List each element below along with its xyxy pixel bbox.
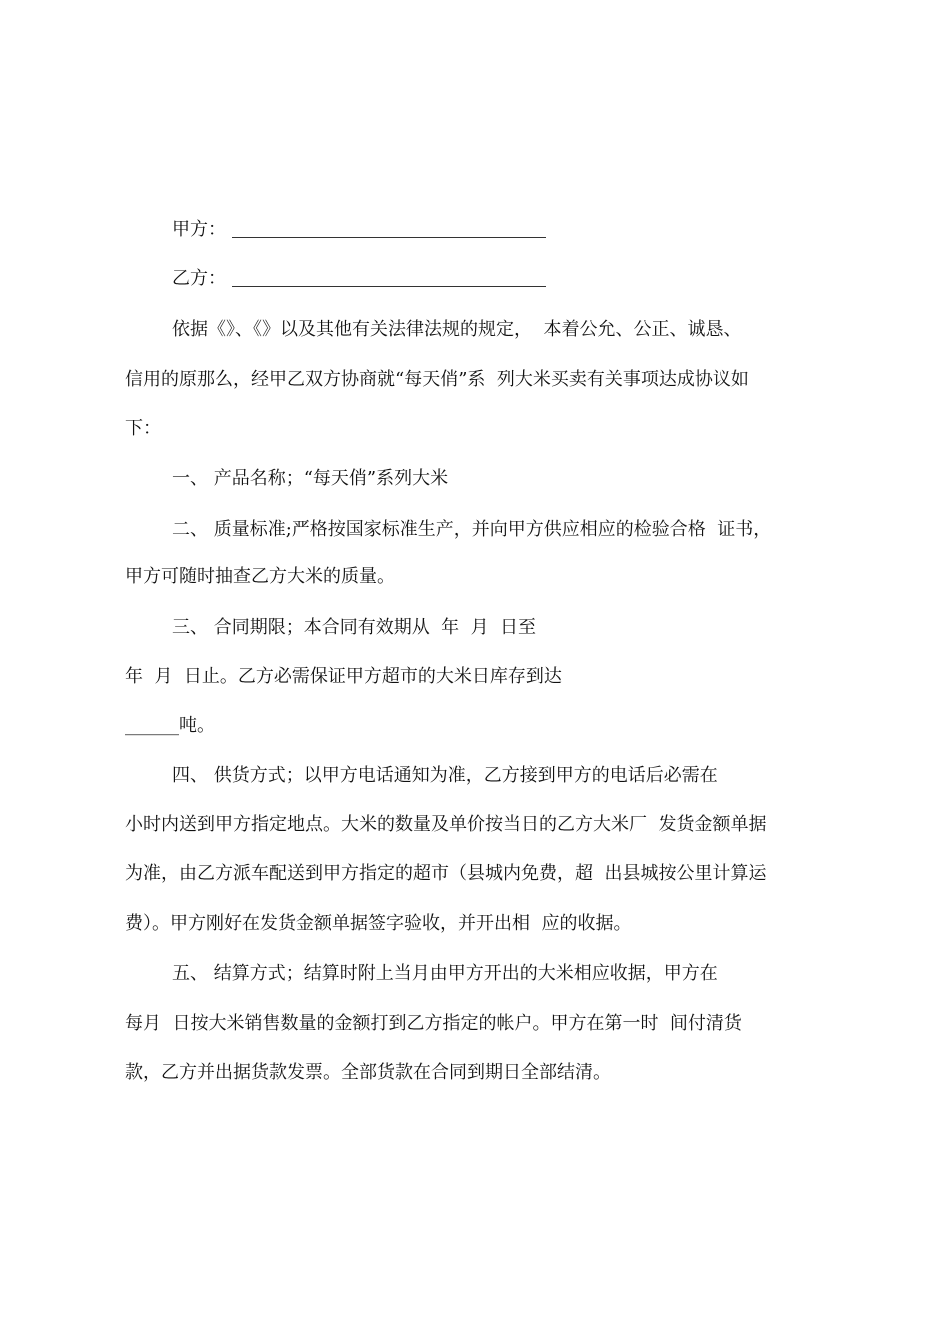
party-b-blank <box>232 286 546 287</box>
body-line: ______吨。 <box>125 715 215 736</box>
body-line: 款，乙方并出据货款发票。全部货款在合同到期日全部结清。 <box>125 1062 611 1083</box>
party-a-blank <box>232 237 546 238</box>
body-line: 信用的原那么，经甲乙双方协商就“每天俏”系 列大米买卖有关事项达成协议如 <box>125 369 749 390</box>
body-line: 小时内送到甲方指定地点。大米的数量及单价按当日的乙方大米厂 发货金额单据 <box>125 814 767 835</box>
party-b-label: 乙方： <box>172 268 226 289</box>
clause-2: 二、 质量标准;严格按国家标准生产，并向甲方供应相应的检验合格 证书， <box>172 519 772 540</box>
body-line: 甲方可随时抽查乙方大米的质量。 <box>125 566 395 587</box>
body-line: 依据《》、《》以及其他有关法律法规的规定， 本着公允、公正、诚恳、 <box>172 319 742 340</box>
party-a-label: 甲方： <box>172 219 226 240</box>
body-line: 为准，由乙方派车配送到甲方指定的超市（县城内免费，超 出县城按公里计算运 <box>125 863 767 884</box>
clause-1: 一、 产品名称；“每天俏”系列大米 <box>172 468 449 489</box>
clause-5: 五、 结算方式；结算时附上当月由甲方开出的大米相应收据，甲方在 <box>172 963 718 984</box>
body-line: 费）。甲方刚好在发货金额单据签字验收，并开出相 应的收据。 <box>125 913 632 934</box>
clause-3: 三、 合同期限；本合同有效期从 年 月 日至 <box>172 617 537 638</box>
body-line: 年 月 日止。乙方必需保证甲方超市的大米日库存到达 <box>125 666 562 687</box>
body-line: 下： <box>125 418 161 439</box>
body-line: 每月 日按大米销售数量的金额打到乙方指定的帐户。甲方在第一时 间付清货 <box>125 1013 742 1034</box>
clause-4: 四、 供货方式；以甲方电话通知为准，乙方接到甲方的电话后必需在 <box>172 765 718 786</box>
